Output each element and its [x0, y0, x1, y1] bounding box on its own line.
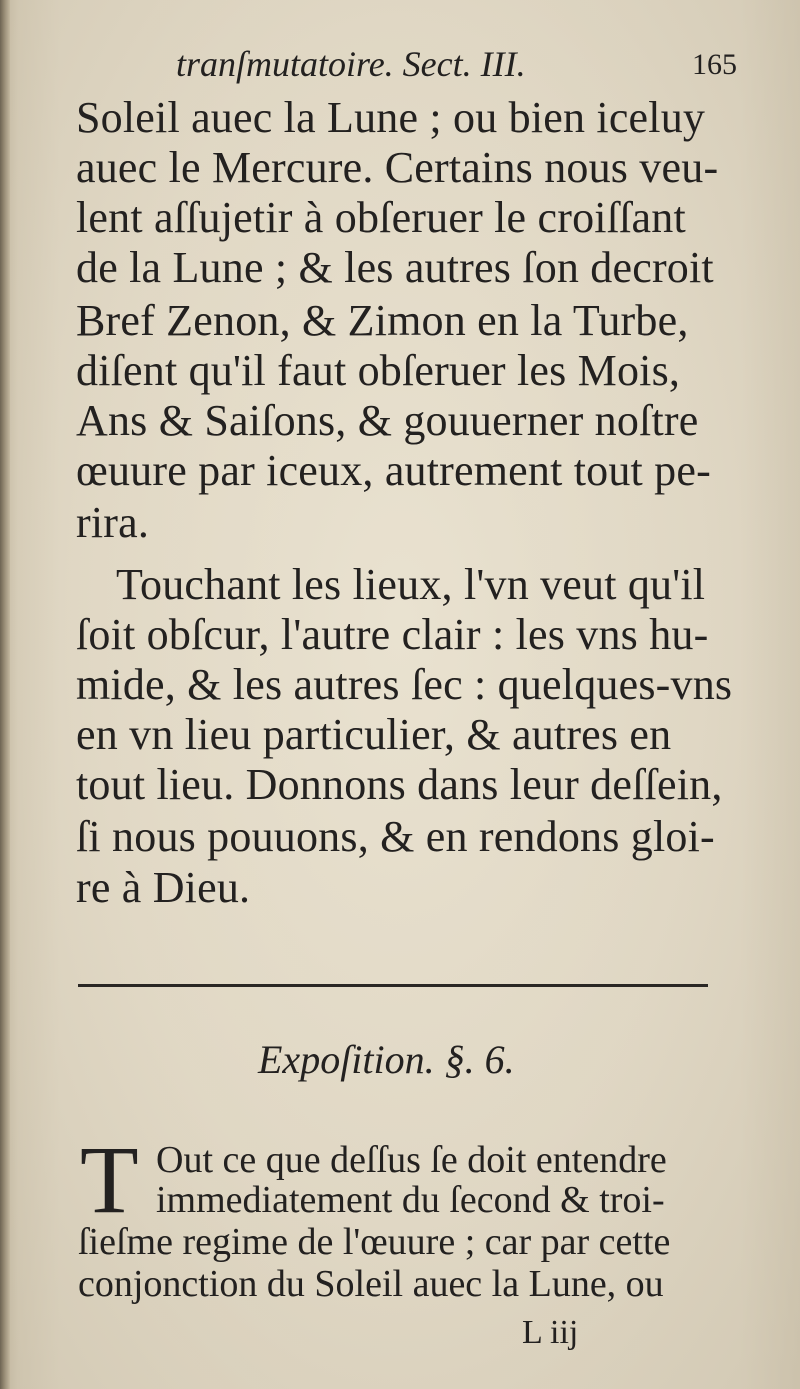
- body-line: œuure par iceux, autrement tout pe-: [76, 446, 711, 495]
- body-line: en vn lieu particulier, & autres en: [76, 710, 672, 759]
- body-line: Ans & Saiſons, & gouuerner noſtre: [76, 396, 699, 445]
- section-heading: Expoſition. §. 6.: [258, 1037, 515, 1082]
- section-line: immediatement du ſecond & troi-: [156, 1179, 665, 1221]
- paragraph-first-line: Touchant les lieux, l'vn veut qu'il: [116, 560, 706, 609]
- body-line: de la Lune ; & les autres ſon decroit: [76, 243, 714, 292]
- section-divider-rule: [78, 984, 708, 987]
- body-line: diſent qu'il faut obſeruer les Mois,: [76, 346, 681, 395]
- body-line: ſoit obſcur, l'autre clair : les vns hu-: [76, 610, 709, 659]
- drop-cap: T: [80, 1126, 139, 1233]
- page-number: 165: [692, 48, 737, 81]
- section-line: Out ce que deſſus ſe doit entendre: [156, 1139, 667, 1181]
- body-line: lent aſſujetir à obſeruer le croiſſant: [76, 193, 686, 242]
- signature-mark: L iij: [522, 1314, 579, 1351]
- body-line: Bref Zenon, & Zimon en la Turbe,: [76, 296, 689, 345]
- page-gutter-edge: [0, 0, 10, 1389]
- section-line: ſieſme regime de l'œuure ; car par cette: [78, 1221, 671, 1263]
- body-line: ſi nous pouuons, & en rendons gloi-: [76, 812, 715, 861]
- running-head: tranſmutatoire. Sect. III.: [176, 44, 526, 84]
- body-line: re à Dieu.: [76, 863, 251, 912]
- body-line: tout lieu. Donnons dans leur deſſein,: [76, 760, 723, 809]
- body-line: rira.: [76, 498, 150, 547]
- section-line: conjonction du Soleil auec la Lune, ou: [78, 1263, 664, 1305]
- body-line: Soleil auec la Lune ; ou bien iceluy: [76, 93, 706, 142]
- body-line: auec le Mercure. Certains nous veu-: [76, 143, 719, 192]
- body-line: mide, & les autres ſec : quelques-vns: [76, 660, 733, 709]
